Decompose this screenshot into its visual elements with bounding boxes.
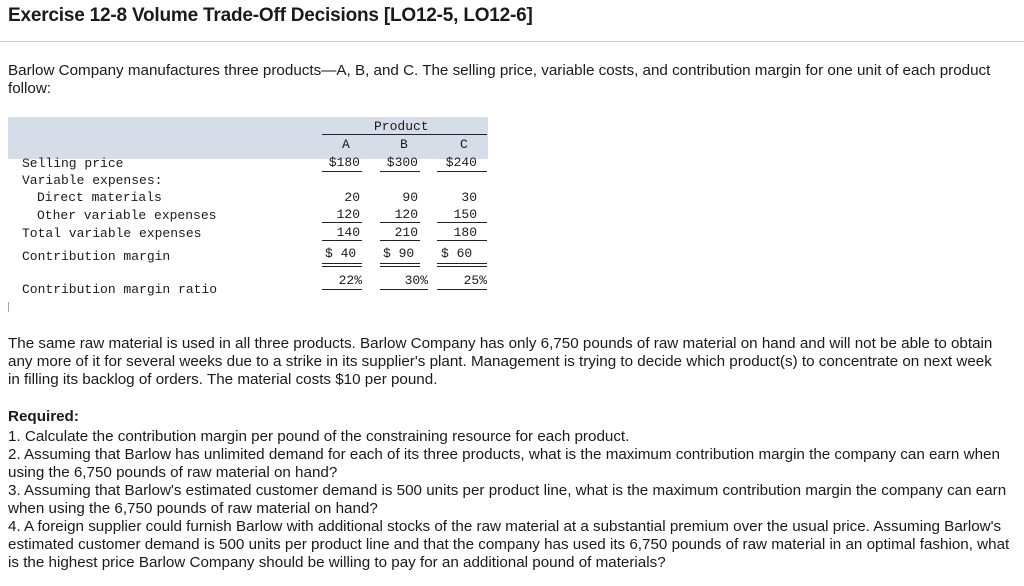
selling-price-underline-c <box>437 171 487 172</box>
raw-material-paragraph: The same raw material is used in all three products. Barlow Company has only 6,750 pounds of raw material on hand and will not be able to obtain any more of it for several weeks due to a strike in its supplier's plant. Management is trying to decide which product(s) to concentrate on next week in filling its backlog of orders. The material costs $10 per pound. <box>8 335 993 388</box>
cm-ratio-underline-c <box>437 289 487 290</box>
other-variable-underline-c <box>437 222 487 223</box>
column-header-a: A <box>342 137 350 152</box>
cell-total-variable-b: 210 <box>394 225 418 240</box>
row-label-contribution-margin-ratio: Contribution margin ratio <box>22 282 218 297</box>
cell-cm-ratio-c: 25% <box>463 273 487 288</box>
cell-other-variable-c: 150 <box>453 207 477 222</box>
row-label-other-variable-expenses: Other variable expenses <box>37 208 217 223</box>
cell-selling-price-b: $300 <box>386 155 418 170</box>
exhibit-edge-mark <box>8 302 9 312</box>
cell-total-variable-c: 180 <box>453 225 477 240</box>
row-label-variable-expenses: Variable expenses: <box>22 173 163 188</box>
intro-paragraph: Barlow Company manufactures three products—A, B, and C. The selling price, variable costs, and contribution margin for one unit of each product follow: <box>8 62 991 97</box>
requirement-2: 2. Assuming that Barlow has unlimited demand for each of its three products, what is the maximum contribution margin the company can earn when using the 6,750 pounds of raw material on hand? <box>8 446 1000 481</box>
cell-direct-materials-c: 30 <box>461 190 477 205</box>
cell-direct-materials-b: 90 <box>402 190 418 205</box>
requirement-4: 4. A foreign supplier could furnish Barlow with additional stocks of the raw material at a substantial premium over the usual price. Assuming Barlow's estimated customer demand is 500 units per product line and that the company has used its 6,750 pounds of raw material in an optimal fashion, what is the highest price Barlow Company should be willing to pay for an additional pound of materials? <box>8 518 1010 571</box>
title-divider <box>0 41 1024 42</box>
cm-ratio-underline-b <box>380 289 428 290</box>
cell-cm-ratio-a: 22% <box>338 273 362 288</box>
requirements-list <box>8 428 1013 572</box>
row-label-direct-materials: Direct materials <box>37 190 162 205</box>
column-header-c: C <box>460 137 468 152</box>
selling-price-underline-b <box>380 171 420 172</box>
cell-contribution-margin-b: $ 90 <box>383 246 415 261</box>
cell-other-variable-b: 120 <box>394 207 418 222</box>
total-variable-underline-c <box>437 240 487 241</box>
row-label-total-variable-expenses: Total variable expenses <box>22 226 202 241</box>
exercise-title: Exercise 12-8 Volume Trade-Off Decisions [LO12-5, LO12-6] <box>8 5 533 26</box>
row-label-selling-price: Selling price <box>22 156 124 171</box>
total-variable-underline-b <box>380 240 420 241</box>
requirement-1: 1. Calculate the contribution margin per pound of the constraining resource for each product. <box>8 428 630 445</box>
cell-total-variable-a: 140 <box>336 225 360 240</box>
total-variable-underline-a <box>322 240 362 241</box>
contribution-margin-dbl-underline-c-1 <box>437 263 487 264</box>
cell-cm-ratio-b: 30% <box>404 273 428 288</box>
cell-direct-materials-a: 20 <box>344 190 360 205</box>
required-heading: Required: <box>8 408 79 425</box>
column-header-b: B <box>400 137 408 152</box>
contribution-margin-dbl-underline-b-1 <box>380 263 420 264</box>
other-variable-underline-b <box>380 222 420 223</box>
row-label-contribution-margin: Contribution margin <box>22 249 171 264</box>
cell-selling-price-c: $240 <box>445 155 477 170</box>
selling-price-underline-a <box>322 171 362 172</box>
other-variable-underline-a <box>322 222 362 223</box>
requirement-3: 3. Assuming that Barlow's estimated customer demand is 500 units per product line, what is the maximum contribution margin the company can earn when using the 6,750 pounds of raw material on hand? <box>8 482 1007 517</box>
contribution-margin-dbl-underline-a-2 <box>322 266 362 267</box>
cm-ratio-underline-a <box>322 289 362 290</box>
cell-other-variable-a: 120 <box>336 207 360 222</box>
cell-contribution-margin-a: $ 40 <box>325 246 357 261</box>
product-group-header: Product <box>374 119 429 134</box>
group-header-underline <box>322 134 487 135</box>
contribution-margin-dbl-underline-c-2 <box>437 266 487 267</box>
cell-selling-price-a: $180 <box>328 155 360 170</box>
contribution-margin-dbl-underline-b-2 <box>380 266 420 267</box>
contribution-margin-dbl-underline-a-1 <box>322 263 362 264</box>
cell-contribution-margin-c: $ 60 <box>441 246 473 261</box>
